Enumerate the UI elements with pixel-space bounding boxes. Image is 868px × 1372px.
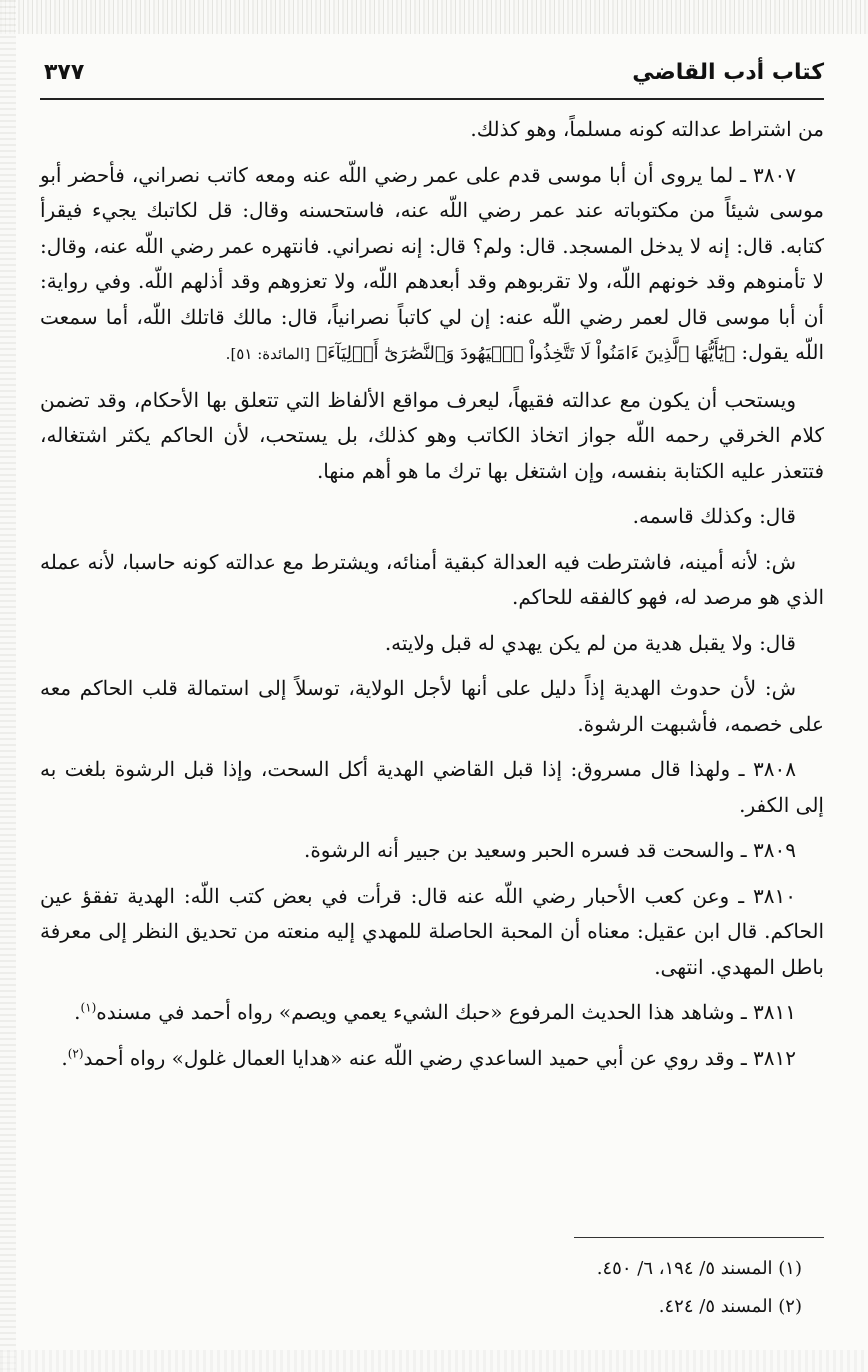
footnote-2: (٢) المسند ٥/ ٤٢٤.	[658, 1296, 802, 1317]
paragraph-text: من اشتراط عدالته كونه مسلماً، وهو كذلك.	[470, 117, 824, 141]
paragraph-3809	[40, 833, 824, 869]
footnote-separator	[574, 1237, 824, 1238]
book-title: كتاب أدب القاضي	[632, 60, 824, 85]
quran-verse: ﴿يَٰٓأَيُّهَا ٱلَّذِينَ ءَامَنُواْ لَا تَتَّخِذُواْ ٱلۡيَهُودَ وَٱلنَّصَٰرَىٰٓ أَوۡلِيَآءَ﴾	[316, 343, 735, 364]
footnotes	[40, 1250, 824, 1326]
paragraph-3811	[40, 995, 824, 1031]
paragraph	[40, 499, 824, 535]
paragraph-text: ٣٨١١ ـ وشاهد هذا الحديث المرفوع «حبك الشيء يعمي ويصم» رواه أحمد في مسنده	[96, 1000, 796, 1024]
sentence-end: .	[61, 1045, 68, 1070]
paragraph	[40, 671, 824, 742]
scan-noise-top	[0, 0, 868, 34]
paragraph-3808	[40, 752, 824, 823]
paragraph-text: قال: وكذلك قاسمه.	[632, 504, 796, 528]
paragraph-text: ش: لأنه أمينه، فاشترطت فيه العدالة كبقية أمنائه، ويشترط مع عدالته كونه حاسبا، لأنه عمله الذي هو مرصد له، فهو كالفقه للحاكم.	[40, 549, 824, 609]
page-number: ٣٧٧	[44, 60, 85, 85]
paragraph-3812	[40, 1041, 824, 1077]
paragraph-text: ٣٨١٢ ـ وقد روي عن أبي حميد الساعدي رضي اللّه عنه «هدايا العمال غلول» رواه أحمد	[83, 1045, 796, 1070]
paragraph	[40, 545, 824, 616]
scan-noise-left	[0, 0, 16, 1372]
running-header	[40, 58, 824, 100]
footnote-marker: (٢)	[67, 1045, 84, 1060]
verse-reference: [المائدة: ٥١].	[225, 345, 310, 363]
paragraph-text: ٣٨٠٩ ـ والسحت قد فسره الحبر وسعيد بن جبير أنه الرشوة.	[303, 838, 796, 862]
sentence-end: .	[74, 1000, 81, 1024]
paragraph-text: ش: لأن حدوث الهدية إذاً دليل على أنها لأجل الولاية، توسلاً إلى استمالة قلب الحاكم معه على خصمه، فأشبهت الرشوة.	[40, 676, 824, 736]
scan-noise-bottom	[0, 1350, 868, 1372]
paragraph-text: قال: ولا يقبل هدية من لم يكن يهدي له قبل ولايته.	[384, 630, 796, 655]
paragraph-text: ٣٨٠٨ ـ ولهذا قال مسروق: إذا قبل القاضي الهدية أكل السحت، وإذا قبل الرشوة بلغت به إلى الكفر.	[40, 757, 824, 817]
paragraph-3807	[40, 158, 824, 373]
paragraph-text: ٣٨٠٧ ـ لما يروى أن أبا موسى قدم على عمر رضي اللّه عنه ومعه كاتب نصراني، فأحضر أبو موسى شيئاً من مكتوباته عند عمر رضي اللّه عنه، فاستحسنه وقال: قل لكاتبك يجيء فيقرأ كتابه. قال: إنه لا يدخل المسجد. قال: ولم؟ قال: إنه نصراني. فانتهره عمر رضي اللّه عنه، وقال: لا تأمنوهم وقد خونهم اللّه، ولا تقربوهم وقد أبعدهم اللّه، ولا تعزوهم وقد أذلهم اللّه. وفي رواية: أن أبا موسى قال لعمر رضي اللّه عنه: إن لي كاتباً نصرانياً، قال: مالك قاتلك اللّه، أما سمعت اللّه يقول:	[40, 162, 824, 364]
paragraph	[40, 626, 824, 662]
paragraph	[40, 383, 824, 490]
paragraph-3810	[40, 879, 824, 986]
paragraph-text: ويستحب أن يكون مع عدالته فقيهاً، ليعرف مواقع الألفاظ التي تتعلق بها الأحكام، وقد تضمن كلام الخرقي رحمه اللّه جواز اتخاذ الكاتب وهو كذلك، بل يستحب، لأن الحاكم يكثر اشتغاله، فتتعذر عليه الكتابة بنفسه، وإن اشتغل بها ترك ما هو أهم منها.	[40, 387, 824, 483]
page-body	[40, 112, 824, 1086]
footnote-1: (١) المسند ٥/ ١٩٤، ٦/ ٤٥٠.	[596, 1258, 802, 1279]
footnote-marker: (١)	[80, 1000, 97, 1015]
paragraph	[40, 112, 824, 148]
paragraph-text: ٣٨١٠ ـ وعن كعب الأحبار رضي اللّه عنه قال: قرأت في بعض كتب اللّه: الهدية تفقؤ عين الحاكم. قال ابن عقيل: معناه أن المحبة الحاصلة للمهدي إليه منعته من تحديق النظر إلى معرفة باطل المهدي. انتهى.	[40, 883, 824, 979]
